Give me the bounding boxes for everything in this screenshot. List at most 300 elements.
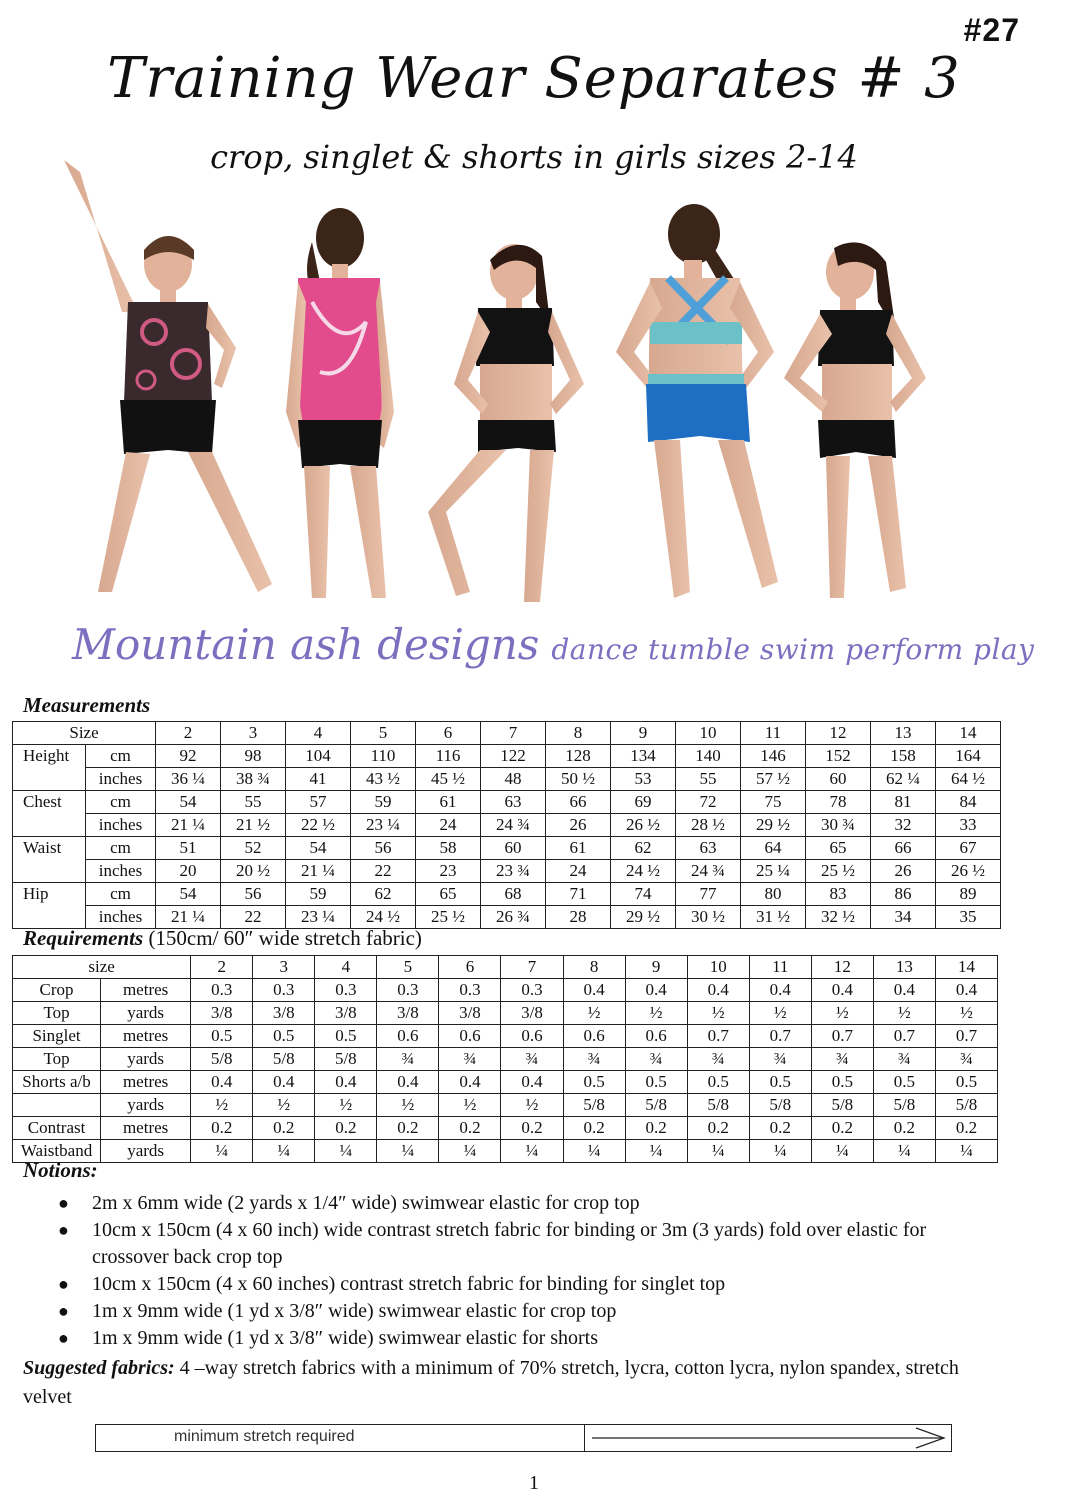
garment-label-cell: [13, 1094, 101, 1117]
unit-cell: inches: [86, 860, 156, 883]
model-2-figure: [286, 208, 394, 598]
value-cell: 0.6: [563, 1025, 625, 1048]
size-cell: 9: [611, 722, 676, 745]
value-cell: ¼: [377, 1140, 439, 1163]
size-cell: 7: [481, 722, 546, 745]
value-cell: 64: [741, 837, 806, 860]
stretch-gauge-divider: [584, 1425, 585, 1451]
size-cell: 9: [625, 956, 687, 979]
value-cell: 128: [546, 745, 611, 768]
value-cell: 74: [611, 883, 676, 906]
table-row: [13, 814, 1001, 837]
size-cell: 14: [935, 956, 997, 979]
value-cell: 71: [546, 883, 611, 906]
value-cell: ½: [687, 1002, 749, 1025]
value-cell: ¾: [873, 1048, 935, 1071]
value-cell: 80: [741, 883, 806, 906]
table-row: [13, 979, 998, 1002]
value-cell: ¼: [873, 1140, 935, 1163]
value-cell: ¾: [501, 1048, 563, 1071]
value-cell: 0.2: [377, 1117, 439, 1140]
notion-text: 10cm x 150cm (4 x 60 inches) contrast stretch fabric for binding for singlet top: [92, 1273, 726, 1295]
bullet-icon: ●: [58, 1274, 69, 1294]
value-cell: 0.5: [315, 1025, 377, 1048]
size-cell: 5: [351, 722, 416, 745]
value-cell: ¾: [439, 1048, 501, 1071]
unit-cell: cm: [86, 837, 156, 860]
value-cell: 62: [351, 883, 416, 906]
table-row: [13, 1071, 998, 1094]
value-cell: 31 ½: [741, 906, 806, 929]
unit-cell: cm: [86, 791, 156, 814]
page-number: 1: [529, 1472, 539, 1494]
value-cell: 25 ½: [806, 860, 871, 883]
notions-heading: Notions:: [23, 1158, 98, 1182]
brand-name: Mountain ash designs: [72, 620, 540, 669]
suggested-fabrics-label: Suggested fabrics:: [23, 1357, 175, 1379]
size-cell: 2: [191, 956, 253, 979]
value-cell: ¼: [749, 1140, 811, 1163]
value-cell: 0.4: [253, 1071, 315, 1094]
value-cell: 0.6: [439, 1025, 501, 1048]
size-cell: 6: [416, 722, 481, 745]
value-cell: 0.2: [191, 1117, 253, 1140]
value-cell: 58: [416, 837, 481, 860]
unit-cell: metres: [101, 1025, 191, 1048]
value-cell: 26 ¾: [481, 906, 546, 929]
value-cell: ½: [935, 1002, 997, 1025]
bullet-icon: ●: [58, 1328, 69, 1348]
value-cell: 61: [416, 791, 481, 814]
page-subtitle: crop, singlet & shorts in girls sizes 2-14: [210, 138, 858, 176]
value-cell: 21 ½: [221, 814, 286, 837]
measure-label-cell: Height: [13, 745, 86, 791]
value-cell: 22: [221, 906, 286, 929]
value-cell: 104: [286, 745, 351, 768]
value-cell: 59: [286, 883, 351, 906]
value-cell: 0.4: [625, 979, 687, 1002]
list-item: [58, 1190, 958, 1217]
notion-text: 10cm x 150cm (4 x 60 inch) wide contrast stretch fabric for binding or 3m (3 yards) fold over elastic for crossover back crop top: [92, 1219, 927, 1268]
value-cell: 25 ½: [416, 906, 481, 929]
value-cell: 54: [156, 791, 221, 814]
value-cell: 5/8: [191, 1048, 253, 1071]
page-title: Training Wear Separates # 3: [107, 46, 961, 111]
value-cell: 23 ¼: [351, 814, 416, 837]
value-cell: 5/8: [935, 1094, 997, 1117]
value-cell: 110: [351, 745, 416, 768]
suggested-fabrics-text: 4 –way stretch fabrics with a minimum of 70% stretch, lycra, cotton lycra, nylon spandex, stretch velvet: [23, 1357, 959, 1408]
model-5-figure: [784, 242, 926, 598]
value-cell: 30 ½: [676, 906, 741, 929]
garment-label-cell: Shorts a/b: [13, 1071, 101, 1094]
value-cell: 20: [156, 860, 221, 883]
value-cell: 0.2: [935, 1117, 997, 1140]
value-cell: 3/8: [501, 1002, 563, 1025]
value-cell: 54: [286, 837, 351, 860]
model-4-figure: [616, 204, 778, 598]
value-cell: 0.5: [873, 1071, 935, 1094]
value-cell: 24: [416, 814, 481, 837]
value-cell: ¾: [563, 1048, 625, 1071]
value-cell: 30 ¾: [806, 814, 871, 837]
value-cell: 0.2: [253, 1117, 315, 1140]
size-cell: 10: [676, 722, 741, 745]
size-cell: 7: [501, 956, 563, 979]
value-cell: ¼: [315, 1140, 377, 1163]
unit-cell: inches: [86, 768, 156, 791]
notion-text: 2m x 6mm wide (2 yards x 1/4″ wide) swimwear elastic for crop top: [92, 1192, 640, 1214]
value-cell: 62 ¼: [871, 768, 936, 791]
requirements-heading: [23, 926, 422, 951]
value-cell: 0.7: [687, 1025, 749, 1048]
value-cell: 63: [481, 791, 546, 814]
size-header-cell: size: [13, 956, 191, 979]
value-cell: 57: [286, 791, 351, 814]
value-cell: ½: [315, 1094, 377, 1117]
unit-cell: yards: [101, 1002, 191, 1025]
value-cell: 84: [936, 791, 1001, 814]
value-cell: 29 ½: [741, 814, 806, 837]
value-cell: 61: [546, 837, 611, 860]
size-cell: 8: [546, 722, 611, 745]
measure-label-cell: Chest: [13, 791, 86, 837]
value-cell: 86: [871, 883, 936, 906]
value-cell: 3/8: [439, 1002, 501, 1025]
value-cell: 164: [936, 745, 1001, 768]
size-cell: 4: [315, 956, 377, 979]
value-cell: 66: [871, 837, 936, 860]
value-cell: 48: [481, 768, 546, 791]
value-cell: 28 ½: [676, 814, 741, 837]
value-cell: 0.4: [811, 979, 873, 1002]
value-cell: 26: [871, 860, 936, 883]
value-cell: 122: [481, 745, 546, 768]
value-cell: 29 ½: [611, 906, 676, 929]
value-cell: ¾: [377, 1048, 439, 1071]
value-cell: 0.3: [439, 979, 501, 1002]
notion-text: 1m x 9mm wide (1 yd x 3/8″ wide) swimwear elastic for shorts: [92, 1327, 599, 1349]
value-cell: 35: [936, 906, 1001, 929]
value-cell: 55: [676, 768, 741, 791]
value-cell: 0.3: [253, 979, 315, 1002]
value-cell: 0.2: [687, 1117, 749, 1140]
value-cell: 0.7: [749, 1025, 811, 1048]
value-cell: 26 ½: [936, 860, 1001, 883]
value-cell: 38 ¾: [221, 768, 286, 791]
size-cell: 10: [687, 956, 749, 979]
value-cell: 5/8: [315, 1048, 377, 1071]
value-cell: 66: [546, 791, 611, 814]
value-cell: 72: [676, 791, 741, 814]
value-cell: 0.5: [563, 1071, 625, 1094]
value-cell: 0.4: [439, 1071, 501, 1094]
value-cell: 0.3: [315, 979, 377, 1002]
size-header-cell: Size: [13, 722, 156, 745]
table-row: [13, 1025, 998, 1048]
garment-label-cell: Contrast: [13, 1117, 101, 1140]
value-cell: 24 ½: [611, 860, 676, 883]
value-cell: 0.5: [191, 1025, 253, 1048]
unit-cell: yards: [101, 1094, 191, 1117]
size-cell: 13: [873, 956, 935, 979]
value-cell: 0.2: [563, 1117, 625, 1140]
value-cell: 26 ½: [611, 814, 676, 837]
value-cell: 0.3: [501, 979, 563, 1002]
notion-text: 1m x 9mm wide (1 yd x 3/8″ wide) swimwear elastic for crop top: [92, 1300, 617, 1322]
value-cell: 56: [221, 883, 286, 906]
value-cell: 41: [286, 768, 351, 791]
size-cell: 12: [811, 956, 873, 979]
value-cell: ½: [439, 1094, 501, 1117]
value-cell: 24 ¾: [481, 814, 546, 837]
unit-cell: yards: [101, 1048, 191, 1071]
value-cell: 34: [871, 906, 936, 929]
value-cell: 0.2: [625, 1117, 687, 1140]
value-cell: 53: [611, 768, 676, 791]
value-cell: ½: [191, 1094, 253, 1117]
stretch-arrow-icon: [588, 1425, 950, 1451]
value-cell: 0.4: [377, 1071, 439, 1094]
value-cell: 22 ½: [286, 814, 351, 837]
bullet-icon: ●: [58, 1193, 69, 1213]
value-cell: 5/8: [253, 1048, 315, 1071]
value-cell: 83: [806, 883, 871, 906]
value-cell: 64 ½: [936, 768, 1001, 791]
value-cell: 33: [936, 814, 1001, 837]
value-cell: 0.7: [935, 1025, 997, 1048]
brand-tagline: dance tumble swim perform play: [551, 633, 1035, 666]
value-cell: 0.7: [873, 1025, 935, 1048]
value-cell: ¾: [625, 1048, 687, 1071]
suggested-fabrics: [23, 1354, 973, 1412]
value-cell: ¾: [749, 1048, 811, 1071]
value-cell: 68: [481, 883, 546, 906]
value-cell: 0.5: [749, 1071, 811, 1094]
requirements-table: [12, 955, 998, 1163]
measurements-header-row: [13, 722, 1001, 745]
value-cell: 21 ¼: [156, 906, 221, 929]
brand-line: [72, 620, 1035, 669]
garment-label-cell: Singlet: [13, 1025, 101, 1048]
value-cell: 0.4: [935, 979, 997, 1002]
value-cell: 45 ½: [416, 768, 481, 791]
list-item: [58, 1271, 958, 1298]
value-cell: 75: [741, 791, 806, 814]
unit-cell: cm: [86, 745, 156, 768]
size-cell: 3: [253, 956, 315, 979]
value-cell: 0.5: [811, 1071, 873, 1094]
value-cell: 25 ¼: [741, 860, 806, 883]
value-cell: ¼: [501, 1140, 563, 1163]
size-cell: 11: [749, 956, 811, 979]
size-cell: 14: [936, 722, 1001, 745]
value-cell: 32: [871, 814, 936, 837]
value-cell: 0.5: [935, 1071, 997, 1094]
size-cell: 6: [439, 956, 501, 979]
garment-label-cell: Top: [13, 1002, 101, 1025]
value-cell: 116: [416, 745, 481, 768]
value-cell: 0.5: [253, 1025, 315, 1048]
value-cell: 28: [546, 906, 611, 929]
value-cell: 0.4: [873, 979, 935, 1002]
value-cell: ½: [625, 1002, 687, 1025]
model-1-figure: [64, 160, 272, 592]
table-row: [13, 1002, 998, 1025]
notions-list: [58, 1190, 958, 1352]
list-item: [58, 1217, 958, 1271]
value-cell: 23 ¼: [286, 906, 351, 929]
value-cell: 65: [806, 837, 871, 860]
value-cell: 26: [546, 814, 611, 837]
value-cell: ¼: [253, 1140, 315, 1163]
unit-cell: metres: [101, 1071, 191, 1094]
requirements-title: Requirements: [23, 926, 144, 950]
value-cell: 55: [221, 791, 286, 814]
value-cell: 50 ½: [546, 768, 611, 791]
value-cell: ½: [563, 1002, 625, 1025]
value-cell: 5/8: [873, 1094, 935, 1117]
value-cell: 140: [676, 745, 741, 768]
value-cell: 152: [806, 745, 871, 768]
size-cell: 11: [741, 722, 806, 745]
value-cell: 59: [351, 791, 416, 814]
garment-label-cell: Crop: [13, 979, 101, 1002]
value-cell: 57 ½: [741, 768, 806, 791]
value-cell: ¾: [687, 1048, 749, 1071]
value-cell: 23: [416, 860, 481, 883]
measure-label-cell: Hip: [13, 883, 86, 929]
value-cell: 67: [936, 837, 1001, 860]
value-cell: 54: [156, 883, 221, 906]
list-item: [58, 1325, 958, 1352]
value-cell: 62: [611, 837, 676, 860]
value-cell: 0.2: [439, 1117, 501, 1140]
value-cell: 52: [221, 837, 286, 860]
size-cell: 13: [871, 722, 936, 745]
value-cell: 0.4: [563, 979, 625, 1002]
value-cell: 0.2: [811, 1117, 873, 1140]
value-cell: 0.6: [377, 1025, 439, 1048]
bullet-icon: ●: [58, 1220, 69, 1240]
value-cell: 146: [741, 745, 806, 768]
requirements-note: (150cm/ 60″ wide stretch fabric): [148, 926, 422, 950]
value-cell: 23 ¾: [481, 860, 546, 883]
value-cell: ½: [811, 1002, 873, 1025]
table-row: [13, 1048, 998, 1071]
unit-cell: yards: [101, 1140, 191, 1163]
value-cell: ¼: [439, 1140, 501, 1163]
value-cell: 51: [156, 837, 221, 860]
table-row: [13, 883, 1001, 906]
table-row: [13, 1094, 998, 1117]
value-cell: 3/8: [253, 1002, 315, 1025]
value-cell: 0.3: [377, 979, 439, 1002]
value-cell: 5/8: [563, 1094, 625, 1117]
value-cell: 60: [481, 837, 546, 860]
value-cell: ½: [501, 1094, 563, 1117]
value-cell: 98: [221, 745, 286, 768]
unit-cell: metres: [101, 1117, 191, 1140]
value-cell: ¼: [563, 1140, 625, 1163]
value-cell: 78: [806, 791, 871, 814]
value-cell: 36 ¼: [156, 768, 221, 791]
value-cell: 92: [156, 745, 221, 768]
value-cell: ½: [749, 1002, 811, 1025]
size-cell: 5: [377, 956, 439, 979]
value-cell: 0.4: [749, 979, 811, 1002]
table-row: [13, 791, 1001, 814]
unit-cell: cm: [86, 883, 156, 906]
size-cell: 3: [221, 722, 286, 745]
value-cell: ¼: [625, 1140, 687, 1163]
value-cell: 21 ¼: [156, 814, 221, 837]
value-cell: 0.2: [501, 1117, 563, 1140]
pattern-number: #27: [963, 12, 1020, 48]
value-cell: 134: [611, 745, 676, 768]
value-cell: 21 ¼: [286, 860, 351, 883]
value-cell: 0.7: [811, 1025, 873, 1048]
value-cell: 20 ½: [221, 860, 286, 883]
value-cell: 3/8: [377, 1002, 439, 1025]
value-cell: 0.2: [873, 1117, 935, 1140]
table-row: [13, 837, 1001, 860]
value-cell: 65: [416, 883, 481, 906]
table-row: [13, 745, 1001, 768]
value-cell: 81: [871, 791, 936, 814]
value-cell: 24: [546, 860, 611, 883]
bullet-icon: ●: [58, 1301, 69, 1321]
value-cell: 3/8: [191, 1002, 253, 1025]
value-cell: 0.2: [749, 1117, 811, 1140]
value-cell: 63: [676, 837, 741, 860]
value-cell: 24 ¾: [676, 860, 741, 883]
measurements-heading: Measurements: [23, 693, 151, 717]
value-cell: ¼: [811, 1140, 873, 1163]
value-cell: ½: [873, 1002, 935, 1025]
model-3-figure: [428, 244, 584, 602]
table-row: [13, 768, 1001, 791]
size-cell: 12: [806, 722, 871, 745]
value-cell: 0.4: [687, 979, 749, 1002]
size-cell: 2: [156, 722, 221, 745]
value-cell: 43 ½: [351, 768, 416, 791]
value-cell: 0.6: [625, 1025, 687, 1048]
value-cell: ¼: [687, 1140, 749, 1163]
size-cell: 8: [563, 956, 625, 979]
requirements-header-row: [13, 956, 998, 979]
list-item: [58, 1298, 958, 1325]
value-cell: 22: [351, 860, 416, 883]
unit-cell: inches: [86, 906, 156, 929]
value-cell: ¾: [811, 1048, 873, 1071]
table-row: [13, 1117, 998, 1140]
value-cell: 69: [611, 791, 676, 814]
value-cell: 5/8: [687, 1094, 749, 1117]
table-row: [13, 1140, 998, 1163]
value-cell: 0.3: [191, 979, 253, 1002]
value-cell: 0.5: [625, 1071, 687, 1094]
value-cell: 0.4: [501, 1071, 563, 1094]
value-cell: 3/8: [315, 1002, 377, 1025]
unit-cell: inches: [86, 814, 156, 837]
value-cell: 56: [351, 837, 416, 860]
models-photo: [50, 152, 990, 614]
value-cell: 60: [806, 768, 871, 791]
value-cell: 32 ½: [806, 906, 871, 929]
value-cell: 24 ½: [351, 906, 416, 929]
value-cell: 0.5: [687, 1071, 749, 1094]
